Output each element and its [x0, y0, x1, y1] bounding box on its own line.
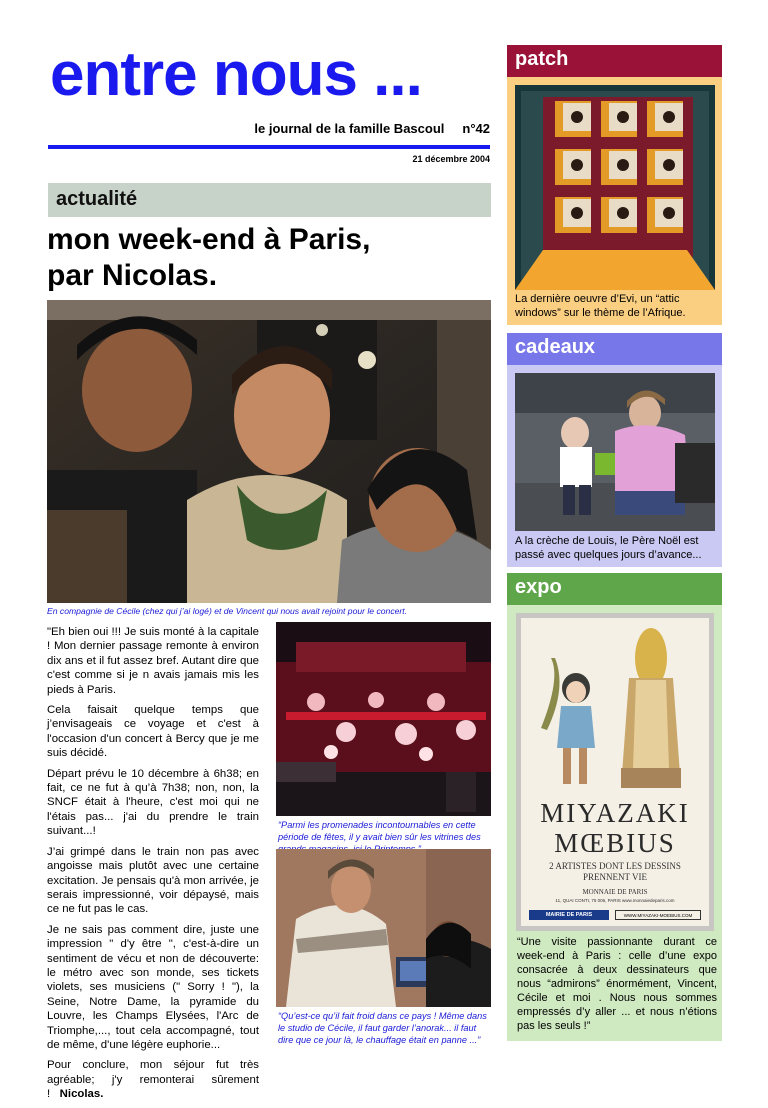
expo-title: expo	[507, 573, 722, 605]
paragraph-1: "Eh bien oui !!! Je suis monté à la capitale ! Mon dernier passage remonte à environ dix ans et il fut assez bref. Autant dire que c'est comme si je n avais jamais mis les pieds à Paris.	[47, 626, 259, 696]
poster-tagline-1: 2 ARTISTES DONT LES DESSINS	[549, 861, 681, 871]
paragraph-conclusion	[47, 1058, 259, 1101]
patch-caption: La dernière oeuvre d’Evi, un “attic windows” sur le thème de l’Afrique.	[515, 293, 686, 319]
headline-line-1: mon week-end à Paris,	[47, 223, 371, 256]
paragraph-2: Cela faisait quelque temps que j’envisageais ce voyage et c'est à l'occasion d'un concert à Bercy que je me suis décidé.	[47, 704, 259, 760]
masthead-rule	[48, 145, 490, 149]
article-headline	[47, 222, 487, 294]
cadeaux-panel	[507, 333, 722, 567]
poster-venue: MONNAIE DE PARIS	[582, 888, 648, 896]
paragraph-3: Départ prévu le 10 décembre à 6h38; en fait, ce ne fut à qu’à 7h38; non, non, la SNCF était à l'heure, c'est moi qui ne l'étais pas... j'ai du prendre le train suivant...!	[47, 767, 259, 838]
main-photo	[47, 300, 491, 603]
poster-sponsor: MAIRIE DE PARIS	[529, 910, 609, 920]
signature: Nicolas.	[59, 1088, 104, 1101]
section-label: actualité	[56, 188, 138, 210]
poster-address: 11, QUAI CONTI, 75 006, PARIS www.monnaiedeparis.com	[555, 898, 675, 903]
poster-tagline-2: PRENNENT VIE	[583, 872, 647, 882]
headline-line-2: par Nicolas.	[47, 259, 218, 292]
patch-title: patch	[507, 45, 722, 77]
journal-subtitle	[200, 121, 490, 136]
issue-date: 21 décembre 2004	[412, 154, 490, 164]
expo-panel	[507, 573, 722, 1041]
cadeaux-title: cadeaux	[507, 333, 722, 365]
conclusion-text: Pour conclure, mon séjour fut très agréable; j'y remonterai sûrement !	[47, 1059, 259, 1101]
poster-url: WWW.MIYAZAKI-MOEBIUS.COM	[615, 910, 701, 920]
studio-photo	[276, 849, 491, 1007]
expo-caption: “Une visite passionnante durant ce week-end à Paris : celle d’une expo consacrée à deux dessinateurs que nous “admirons” énormément, Vincent, Cécile et moi . Nous nous sommes empressés d’y aller ... et nous n’étions pas les seuls !”	[517, 936, 717, 1032]
paragraph-5: Je ne sais pas comment dire, juste une impression " d'y être ", c'est-à-dire un sentiment de vécu et non de découverte: le métro avec son monde, ses tickets violets, ses musiciens (" Sorry ! "), la Seine, Notre Dame, la pyramide du Louvre, les Champs Elysées, l'Arc de Triomphe,..., tout cela accompagné, tout de même, d'une légère euphorie...	[47, 923, 259, 1051]
patch-panel	[507, 45, 722, 325]
creche-photo	[515, 373, 715, 531]
poster-illustration	[521, 618, 709, 798]
studio-caption: “Qu’est-ce qu’il fait froid dans ce pays ! Même dans le studio de Cécile, il faut garder l’anorak... il faut dire que ce jour là, le chauffage était en panne ...”	[278, 1011, 487, 1045]
section-band	[48, 183, 491, 217]
poster-name-2: MŒBIUS	[554, 828, 676, 858]
poster-name-1: MIYAZAKI	[540, 798, 690, 828]
article-body	[47, 625, 259, 1108]
paragraph-4: J’ai grimpé dans le train non pas avec angoisse mais plutôt avec une certaine excitation. Je pensais qu'à mon arrivée, je serais impressionné, voir dépaysé, mais ce ne fut pas le cas.	[47, 845, 259, 916]
journal-title: entre nous ...	[50, 40, 422, 109]
printemps-caption: “Parmi les promenades incontournables en cette période de fêtes, il y avait bien sûr les vitrines des	[278, 820, 481, 842]
quilt-photo	[515, 85, 715, 290]
main-photo-caption: En compagnie de Cécile (chez qui j’ai logé) et de Vincent qui nous avait rejoint pour le concert.	[47, 606, 408, 616]
expo-poster	[516, 613, 714, 931]
issue-number: n°42	[462, 121, 490, 136]
journal-family-name: le journal de la famille Bascoul	[254, 121, 445, 136]
printemps-photo	[276, 622, 491, 816]
cadeaux-caption: A la crèche de Louis, le Père Noël est passé avec quelques jours d’avance...	[515, 535, 702, 561]
